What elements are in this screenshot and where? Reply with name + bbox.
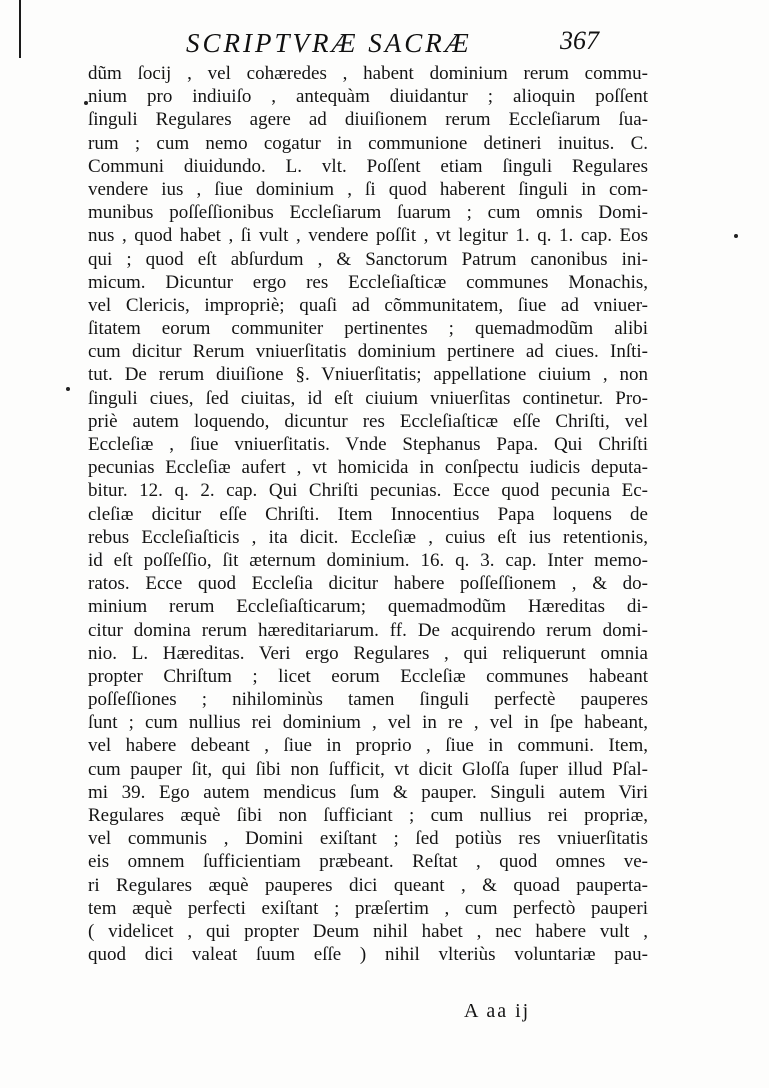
text-line: rum ; cum nemo cogatur in communione detineri inuitus. C. bbox=[88, 132, 648, 154]
running-head: SCRIPTVRÆ SACRÆ bbox=[186, 28, 472, 58]
text-line: priè autem loquendo, dicuntur res Eccleſiaſticæ eſſe Chriſti, vel bbox=[88, 410, 648, 432]
text-line: bitur. 12. q. 2. cap. Qui Chriſti pecunias. Ecce quod pecunia Ec- bbox=[88, 480, 648, 502]
text-line: ſinguli ciues, ſed ciuitas, id eſt ciuium vniuerſitas continetur. Pro- bbox=[88, 387, 648, 409]
text-line bbox=[88, 966, 648, 989]
text-line: ſitatem eorum communiter pertinentes ; quemadmodũm alibi bbox=[88, 318, 648, 340]
text-line: vendere ius , ſiue dominium , ſi quod haberent ſinguli in com- bbox=[88, 178, 648, 200]
text-line: nio. L. Hæreditas. Veri ergo Regulares , qui reliquerunt omnia bbox=[88, 642, 648, 664]
signature-catchword: A aa ij bbox=[464, 1000, 531, 1022]
text-line: citur domina rerum hæreditariarum. ff. De acquirendo rerum domi- bbox=[88, 619, 648, 641]
text-line: mi 39. Ego autem mendicus ſum & pauper. Singuli autem Viri bbox=[88, 781, 648, 803]
text-line: poſſeſſiones ; nihilominùs tamen ſinguli perfectè pauperes bbox=[88, 689, 648, 711]
text-line: tem æquè perfecti exiſtant ; præſertim , cum perfectò pauperi bbox=[88, 897, 648, 919]
text-line: eis omnem ſufficientiam præbeant. Reſtat , quod omnes ve- bbox=[88, 851, 648, 873]
text-line: nus , quod habet , ſi vult , vendere poſſit , vt legitur 1. q. 1. cap. Eos bbox=[88, 225, 648, 247]
text-line: vel communis , Domini exiſtant ; ſed potiùs res vniuerſitatis bbox=[88, 828, 648, 850]
text-line: id eſt poſſeſſio, ſit æternum dominium. 16. q. 3. cap. Inter memo- bbox=[88, 549, 648, 571]
text-line: vel Clericis, impropriè; quaſi ad cõmmunitatem, ſiue ad vniuer- bbox=[88, 294, 648, 316]
text-line: pecunias Eccleſiæ aufert , vt homicida in conſpectu iudicis deputa- bbox=[88, 457, 648, 479]
text-line: ratos. Ecce quod Eccleſia dicitur habere poſſeſſionem , & do- bbox=[88, 573, 648, 595]
body-text bbox=[88, 62, 648, 990]
text-line: nium pro indiuiſo , antequàm diuidantur ; alioquin poſſent bbox=[88, 86, 648, 108]
text-line: dũm ſocij , vel cohæredes , habent dominium rerum commu- bbox=[88, 63, 648, 84]
text-line: ri Regulares æquè pauperes dici queant , & quoad pauperta- bbox=[88, 874, 648, 896]
text-line: rebus Eccleſiaſticis , ita dicit. Eccleſiæ , cuius eſt ius retentionis, bbox=[88, 526, 648, 548]
text-line: cleſiæ dicitur eſſe Chriſti. Item Innocentius Papa loquens de bbox=[88, 503, 648, 525]
text-line: Regulares æquè ſibi non ſufficiant ; cum nullius rei propriæ, bbox=[88, 805, 648, 826]
text-line: ( videlicet , qui propter Deum nihil habet , nec habere vult , bbox=[88, 920, 648, 942]
text-line: quod dici valeat ſuum eſſe ) nihil vlteriùs voluntariæ pau- bbox=[88, 944, 648, 966]
text-line: ſunt ; cum nullius rei dominium , vel in re , vel in ſpe habeant, bbox=[88, 712, 648, 734]
margin-dot-mark bbox=[734, 234, 738, 238]
margin-dot-mark bbox=[66, 387, 70, 391]
text-line: propter Chriſtum ; licet eorum Eccleſiæ communes habeant bbox=[88, 665, 648, 687]
page-header bbox=[0, 22, 769, 62]
text-line: Communi diuidundo. L. vlt. Poſſent etiam ſinguli Regulares bbox=[88, 155, 648, 177]
text-line: Eccleſiæ , ſiue vniuerſitatis. Vnde Stephanus Papa. Qui Chriſti bbox=[88, 434, 648, 455]
text-line: minium rerum Eccleſiaſticarum; quemadmodũm Hæreditas di- bbox=[88, 596, 648, 618]
page-number: 367 bbox=[560, 26, 599, 55]
margin-dot-mark bbox=[84, 101, 88, 105]
text-line: tut. De rerum diuiſione §. Vniuerſitatis; appellatione ciuium , non bbox=[88, 364, 648, 386]
text-line: munibus poſſeſſionibus Eccleſiarum ſuarum ; cum omnis Domi- bbox=[88, 202, 648, 224]
text-line: vel habere debeant , ſiue in proprio , ſiue in communi. Item, bbox=[88, 735, 648, 757]
text-line: micum. Dicuntur ergo res Eccleſiaſticæ communes Monachis, bbox=[88, 271, 648, 293]
text-line: ſinguli Regulares agere ad diuiſionem rerum Eccleſiarum ſua- bbox=[88, 109, 648, 131]
text-line: qui ; quod eſt abſurdum , & Sanctorum Patrum canonibus ini- bbox=[88, 248, 648, 270]
text-line: cum dicitur Rerum vniuerſitatis dominium pertinere ad ciues. Inſti- bbox=[88, 341, 648, 363]
text-line: cum pauper ſit, qui ſibi non ſufficit, vt dicit Gloſſa ſuper illud Pſal- bbox=[88, 758, 648, 780]
